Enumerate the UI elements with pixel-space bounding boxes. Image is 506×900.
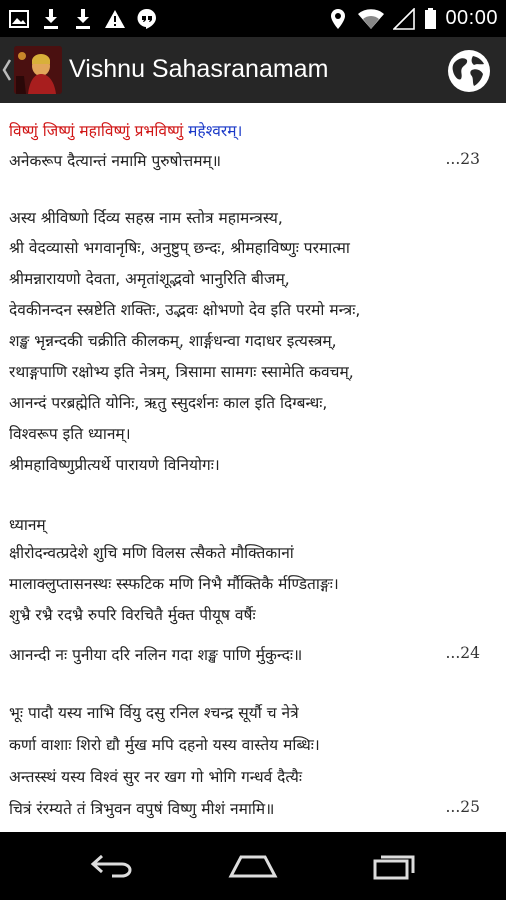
signal-icon [393, 8, 415, 30]
home-button[interactable] [227, 850, 279, 882]
back-icon [90, 853, 136, 879]
verse-line: भूः पादौ यस्य नाभि र्वियु दसु रनिल श्चन्द्र सूर्यौ च नेत्रे [9, 704, 299, 722]
verse-line: अन्तस्स्थं यस्य विश्वं सुर नर खग गो भोगि गन्धर्व दैत्यैः [9, 768, 303, 786]
verse-line: श्रीमन्नारायणो देवता, अमृतांशूद्भवो भानुरिति बीजम्, [9, 270, 290, 288]
app-logo[interactable] [14, 46, 62, 94]
verse-line: श्रीमहाविष्णुप्रीत्यर्थे पारायणे विनियोगः। [9, 456, 220, 474]
verse-number: ...23 [445, 150, 480, 168]
language-globe-button[interactable] [446, 48, 492, 94]
recents-button[interactable] [368, 850, 420, 882]
recents-icon [371, 852, 417, 880]
hangouts-icon [136, 8, 158, 30]
battery-icon [423, 8, 437, 30]
wifi-icon [357, 8, 385, 30]
back-button[interactable] [87, 850, 139, 882]
section-heading: ध्यानम् [9, 516, 46, 534]
verse-number: ...24 [445, 644, 480, 662]
verse-line: क्षीरोदन्वत्प्रदेशे शुचि मणि विलस त्सैकते मौक्तिकानां [9, 544, 294, 562]
verse-line: चित्रं रंरम्यते तं त्रिभुवन वपुषं विष्णु मीशं नमामि॥ [9, 800, 275, 818]
verse-line: कर्णा वाशाः शिरो द्यौ र्मुख मपि दहनो यस्य वास्तेय मब्धिः। [9, 736, 320, 754]
location-icon [327, 8, 349, 30]
verse-line: विष्णुं जिष्णुं महाविष्णुं प्रभविष्णुं महेश्वरम्। [9, 122, 243, 140]
stotra-text-area[interactable] [0, 103, 506, 832]
status-bar [0, 0, 506, 37]
verse-line: शुभ्रै रभ्रै रदभ्रै रुपरि विरचितै र्मुक्त पीयूष वर्षैः [9, 606, 256, 624]
verse-line: मालाक्लुप्तासनस्थः स्स्फटिक मणि निभै र्मौक्तिकै र्मण्डिताङ्गः। [9, 575, 339, 593]
verse-line: शङ्ख भृन्नन्दकी चक्रीति कीलकम्, शार्ङ्गधन्वा गदाधर इत्यस्त्रम्, [9, 332, 337, 350]
verse-line: देवकीनन्दन स्स्रष्टेति शक्तिः, उद्भवः क्षोभणो देव इति परमो मन्त्रः, [9, 301, 361, 319]
up-navigation[interactable] [2, 57, 12, 83]
verse-line: अस्य श्रीविष्णो र्दिव्य सहस्र नाम स्तोत्र महामन्त्रस्य, [9, 209, 283, 227]
status-time: 00:00 [445, 7, 498, 29]
verse-line: आनन्दी नः पुनीया दरि नलिन गदा शङ्ख पाणि र्मुकुन्दः॥ [9, 646, 303, 664]
verse-line: विश्वरूप इति ध्यानम्। [9, 425, 131, 443]
system-navigation-bar [0, 832, 506, 900]
verse-number: ...25 [445, 798, 480, 816]
verse-line: अनेकरूप दैत्यान्तं नमामि पुरुषोत्तमम्॥ [9, 152, 222, 170]
image-icon [8, 8, 30, 30]
download-icon [40, 8, 62, 30]
home-icon [227, 853, 279, 879]
verse-line: आनन्दं परब्रह्मेति योनिः, ऋतु स्सुदर्शनः काल इति दिग्बन्धः, [9, 394, 328, 412]
warning-icon [104, 8, 126, 30]
verse-line: श्री वेदव्यासो भगवानृषिः, अनुष्टुप् छन्दः, श्रीमहाविष्णुः परमात्मा [9, 239, 350, 257]
verse-line: रथाङ्गपाणि रक्षोभ्य इति नेत्रम्, त्रिसामा सामगः स्सामेति कवचम्, [9, 363, 354, 381]
action-bar [0, 37, 506, 103]
download-icon [72, 8, 94, 30]
app-title: Vishnu Sahasranamam [69, 55, 329, 83]
